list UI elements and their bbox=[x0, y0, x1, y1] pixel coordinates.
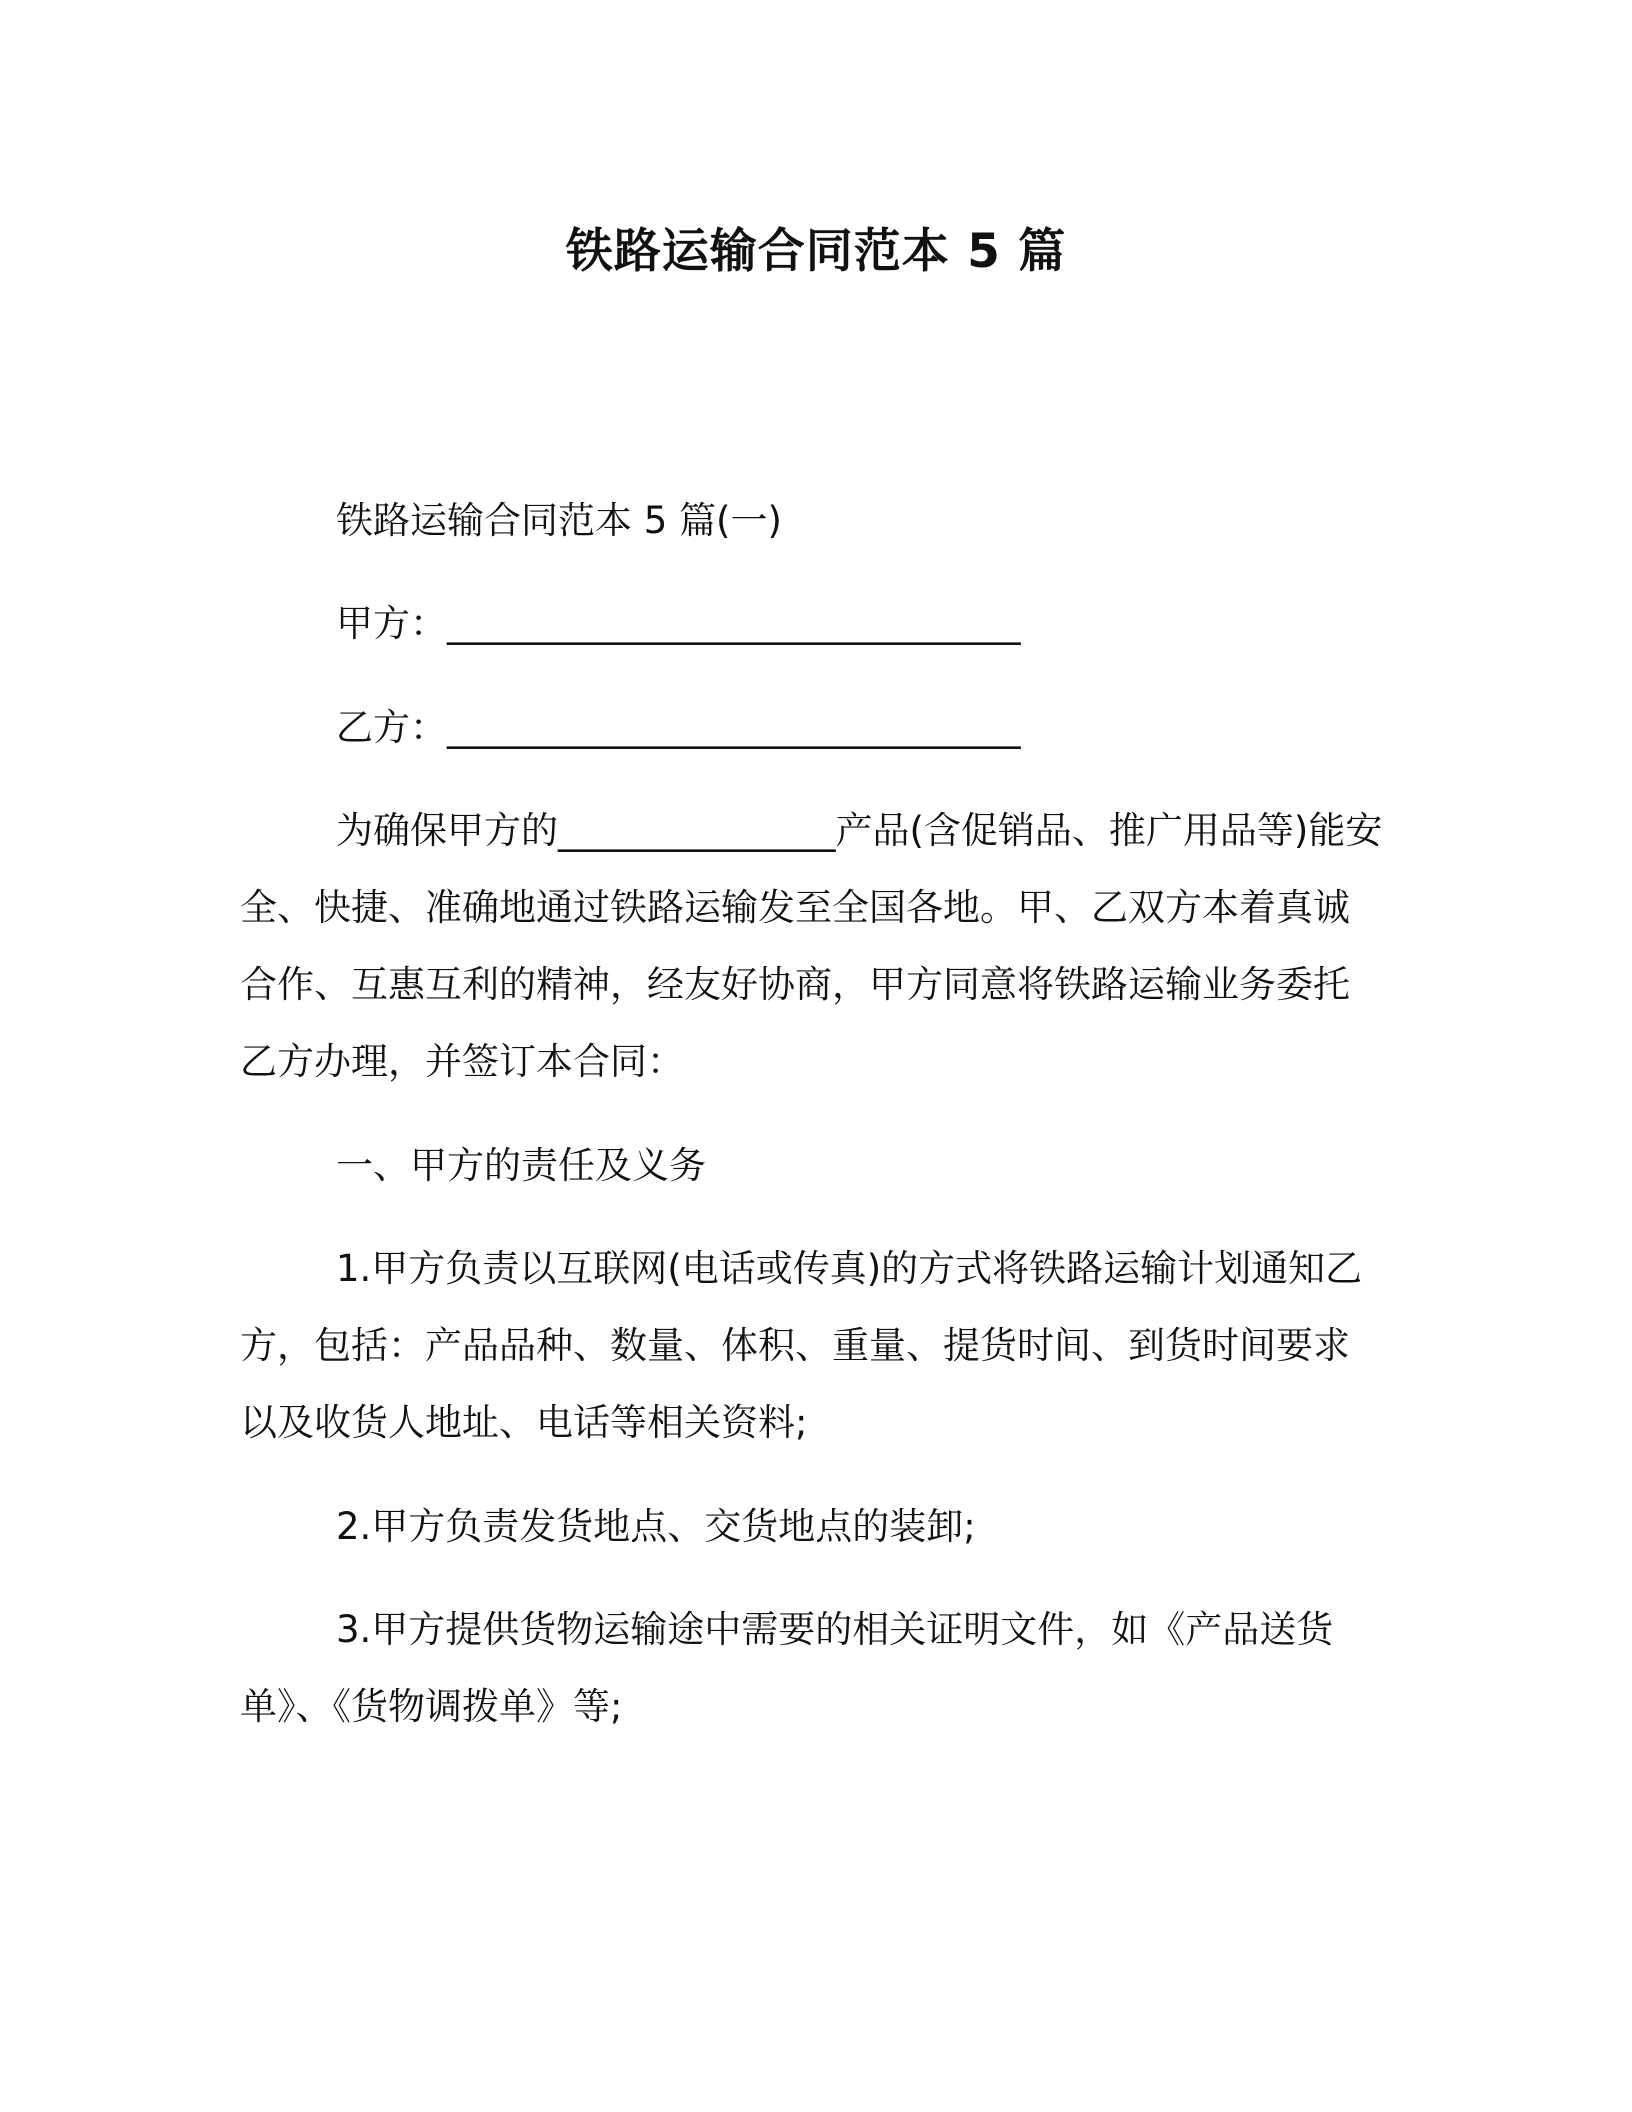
clause-line: 方，包括：产品品种、数量、体积、重量、提货时间、到货时间要求 bbox=[240, 1324, 1350, 1367]
section-heading: 铁路运输合同范本 5 篇(一) bbox=[336, 499, 782, 542]
clause-line: 单》、《货物调拨单》等; bbox=[240, 1685, 623, 1728]
article-heading: 一、甲方的责任及义务 bbox=[336, 1144, 706, 1187]
clause-line: 1.甲方负责以互联网(电话或传真)的方式将铁路运输计划通知乙 bbox=[336, 1247, 1363, 1290]
preamble-line: 合作、互惠互利的精神，经友好协商，甲方同意将铁路运输业务委托 bbox=[240, 963, 1350, 1006]
preamble-line: 为确保甲方的_______________产品(含促销品、推广用品等)能安 bbox=[336, 809, 1383, 852]
clause-line: 3.甲方提供货物运输途中需要的相关证明文件，如《产品送货 bbox=[336, 1608, 1334, 1651]
document-title: 铁路运输合同范本 5 篇 bbox=[565, 224, 1067, 279]
clause-line: 2.甲方负责发货地点、交货地点的装卸; bbox=[336, 1505, 976, 1548]
preamble-line: 全、快捷、准确地通过铁路运输发至全国各地。甲、乙双方本着真诚 bbox=[240, 886, 1350, 929]
party-b-field: 乙方：_______________________________ bbox=[336, 706, 1021, 749]
party-a-field: 甲方：_______________________________ bbox=[336, 602, 1021, 645]
clause-line: 以及收货人地址、电话等相关资料; bbox=[240, 1401, 808, 1444]
preamble-line: 乙方办理，并签订本合同： bbox=[240, 1040, 684, 1083]
